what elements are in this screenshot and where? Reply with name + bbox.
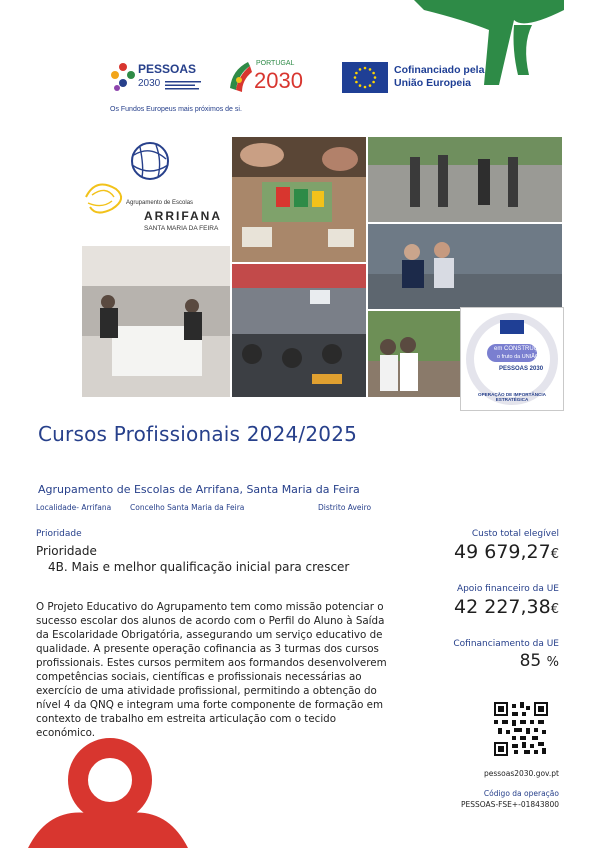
page-title: Cursos Profissionais 2024/2025 (38, 422, 358, 446)
qr-code[interactable] (494, 702, 548, 756)
portugal-logo-year: 2030 (254, 68, 303, 93)
photo-students-exercise (368, 224, 562, 309)
photo-outdoor-courtyard (368, 137, 562, 222)
cofinancing-value (520, 651, 559, 671)
pessoas-logo-name: PESSOAS (138, 62, 197, 76)
eu-flag-icon (342, 62, 388, 93)
badge-ring-text: OPERAÇÃO DE IMPORTÂNCIA ESTRATÉGICA (478, 392, 546, 402)
portugal-2030-logo (228, 60, 318, 96)
portugal-flag-icon (228, 60, 254, 94)
pessoas-logo-icon (110, 62, 136, 92)
pessoas-logo-fineprint (165, 80, 203, 90)
priority-label: Prioridade (36, 529, 82, 539)
eu-support-value (454, 596, 559, 618)
cofinancing-rate: 85 (519, 651, 542, 671)
photo-board-game (232, 137, 366, 262)
total-cost-amount: 49 679,27 (454, 541, 551, 563)
locality: Localidade- Arrifana (36, 503, 112, 512)
school-logo-location: SANTA MARIA DA FEIRA (144, 225, 219, 232)
district: Distrito Aveiro (318, 503, 372, 512)
school-logo-subtitle: Agrupamento de Escolas (126, 200, 194, 206)
eu-logo-line1: Cofinanciado pela (394, 64, 485, 76)
badge-line2: o fruto da UNIÃO (497, 354, 540, 360)
priority-value: Prioridade (36, 544, 97, 558)
total-cost-label: Custo total elegível (471, 529, 559, 539)
funding-tagline: Os Fundos Europeus mais próximos de si. (110, 106, 242, 113)
strategic-operation-badge (460, 307, 564, 411)
badge-brand: PESSOAS 2030 (499, 366, 544, 372)
cofinancing-label: Cofinanciamento da UE (453, 639, 559, 649)
operation-description: O Projeto Educativo do Agrupamento tem como missão potenciar o sucesso escolar dos alunos de acordo com o Perfil do Aluno à Saída da Escolaridade Obrigatória, assegurando um serviço educativo de qualidade. A presente operação cofinancia as 3 turmas dos cursos profissionais. Estes cursos permitem aos formandos desenvolverem competências sociais, científicas e profissionais necessárias ao exercício de uma atividade profissional, permitindo a obtenção do nível 4 da QNQ e integram uma forte componente de formação em contexto de trabalho em estreita articulação com o tecido económico. (36, 601, 387, 740)
photo-auditorium (232, 264, 366, 397)
municipality: Concelho Santa Maria da Feira (130, 503, 245, 512)
eu-support-label: Apoio financeiro da UE (456, 584, 559, 594)
eu-cofinanced-logo (342, 62, 492, 94)
total-cost-unit: € (550, 547, 559, 562)
school-logo (82, 137, 230, 244)
portugal-logo-label: PORTUGAL (256, 60, 295, 67)
eu-logo-line2: União Europeia (394, 77, 472, 89)
website-link[interactable]: pessoas2030.gov.pt (483, 769, 559, 778)
pessoas-2030-logo (110, 60, 205, 96)
operation-code: PESSOAS-FSE+-01843800 (461, 800, 559, 809)
school-full-name: Agrupamento de Escolas de Arrifana, Santa Maria da Feira (38, 483, 360, 496)
badge-line1: em CONSTRUÇÃO (494, 346, 547, 352)
school-logo-name: ARRIFANA (144, 209, 222, 223)
eu-support-unit: € (550, 602, 559, 617)
photo-classroom-floor (82, 246, 230, 397)
cofinancing-unit: % (546, 655, 559, 670)
total-cost-value (454, 541, 559, 563)
operation-code-label: Código da operação (483, 789, 559, 798)
priority-description: 4B. Mais e melhor qualificação inicial para crescer (48, 560, 350, 574)
eu-support-amount: 42 227,38 (454, 596, 551, 618)
photo-mosaic (82, 137, 562, 402)
pessoas-logo-year: 2030 (138, 78, 161, 89)
red-deco-shape (28, 738, 188, 848)
